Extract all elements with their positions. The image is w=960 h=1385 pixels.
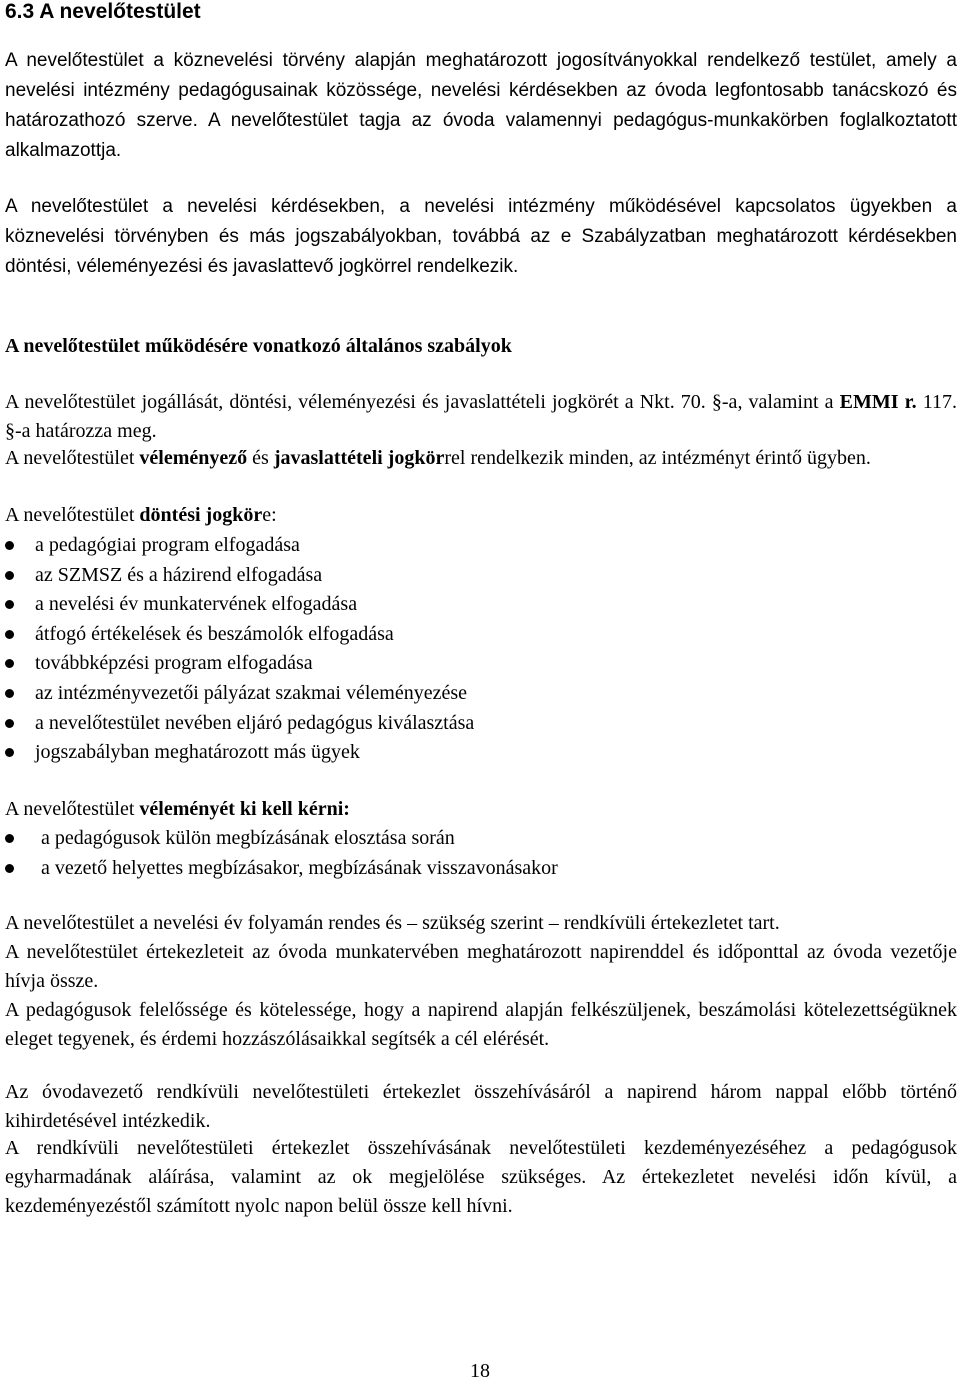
list-item	[5, 561, 957, 591]
paragraph-meeting-schedule: A nevelőtestület értekezleteit az óvoda munkatervében meghatározott napirenddel és időponttal az óvoda vezetője hívja össze.	[5, 941, 957, 992]
subheading-general-rules: A nevelőtestület működésére vonatkozó általános szabályok	[5, 335, 512, 357]
list-item-text: a nevelési év munkatervének elfogadása	[35, 593, 358, 616]
page-number: 18	[470, 1360, 490, 1382]
paragraph-opinion-required	[5, 795, 957, 824]
list-item	[5, 649, 957, 679]
text: és	[247, 447, 274, 469]
paragraph-extraordinary-meeting: Az óvodavezető rendkívüli nevelőtestületi értekezlet összehívásáról a napirend három nappal előbb történő kihirdetésével intézkedik.	[5, 1081, 957, 1132]
list-item	[5, 854, 957, 884]
list-item	[5, 590, 957, 620]
text: e:	[262, 504, 277, 526]
bullet-icon	[5, 571, 14, 580]
text: rel rendelkezik minden, az intézményt érintő ügyben.	[444, 447, 871, 469]
section-heading: 6.3 A nevelőtestület	[5, 0, 201, 23]
list-item-text: továbbképzési program elfogadása	[35, 652, 313, 675]
bullet-icon	[5, 689, 14, 698]
list-item-text: a vezető helyettes megbízásakor, megbízásának visszavonásakor	[41, 856, 558, 879]
paragraph-opinion-rights	[5, 444, 957, 473]
bullet-icon	[5, 541, 14, 550]
bullet-icon	[5, 659, 14, 668]
paragraph-responsibility: A pedagógusok felelőssége és kötelessége, hogy a napirend alapján felkészüljenek, beszámolási kötelezettségüknek eleget tegyenek, és érdemi hozzászólásaikkal segítsék a cél elérését.	[5, 999, 957, 1050]
list-item-text: a pedagógusok külön megbízásának elosztása során	[41, 827, 455, 849]
list-item-text: a pedagógiai program elfogadása	[35, 534, 300, 556]
text: A nevelőtestület jogállását, döntési, véleményezési és javaslattételi jogkörét a Nkt. 70. §-a, valamint a	[5, 391, 840, 413]
list-item	[5, 824, 957, 854]
bold-text: véleményét ki kell kérni:	[139, 798, 350, 820]
opinion-list	[5, 824, 957, 883]
list-item-text: jogszabályban meghatározott más ügyek	[35, 741, 360, 764]
paragraph-meetings: A nevelőtestület a nevelési év folyamán rendes és – szükség szerint – rendkívüli értekezletet tart.	[5, 912, 780, 934]
bold-text: EMMI r.	[839, 391, 917, 413]
paragraph-legal-status	[5, 388, 957, 446]
paragraph-decision-rights	[5, 501, 957, 530]
list-item	[5, 620, 957, 650]
paragraph-competence: A nevelőtestület a nevelési kérdésekben, a nevelési intézmény működésével kapcsolatos ügyekben a köznevelési törvényben és más jogszabályokban, továbbá az e Szabályzatban meghatározott kérdésekben döntési, véleményezési és javaslattevő jogkörrel rendelkezik.	[5, 196, 957, 277]
list-item	[5, 531, 957, 561]
list-item	[5, 679, 957, 709]
list-item-text: átfogó értékelések és beszámolók elfogadása	[35, 622, 394, 645]
bullet-icon	[5, 600, 14, 609]
bullet-icon	[5, 864, 14, 873]
bullet-icon	[5, 834, 14, 843]
list-item-text: a nevelőtestület nevében eljáró pedagógus kiválasztása	[35, 711, 475, 734]
bullet-icon	[5, 719, 14, 728]
text: A nevelőtestület	[5, 798, 140, 820]
bold-text: véleményező	[139, 447, 248, 469]
bullet-icon	[5, 630, 14, 639]
list-item-text: az SZMSZ és a házirend elfogadása	[35, 563, 323, 586]
list-item	[5, 738, 957, 768]
text: 117. §-a határozza meg.	[5, 391, 957, 442]
list-item	[5, 709, 957, 739]
text: A nevelőtestület	[5, 504, 140, 526]
bullet-icon	[5, 748, 14, 757]
decision-list	[5, 531, 957, 768]
bold-text: javaslattételi jogkör	[273, 447, 445, 469]
paragraph-initiation: A rendkívüli nevelőtestületi értekezlet összehívásának nevelőtestületi kezdeményezéséhez a pedagógusok egyharmadának aláírása, valamint az ok megjelölése szükséges. Az értekezletet nevelési időn kívül, a kezdeményezéstől számított nyolc napon belül össze kell hívni.	[5, 1137, 957, 1217]
paragraph-intro: A nevelőtestület a köznevelési törvény alapján meghatározott jogosítványokkal rendelkező testület, amely a nevelési intézmény pedagógusainak közössége, nevelési kérdésekben az óvoda legfontosabb tanácskozó és határozathozó szerve. A nevelőtestület tagja az óvoda valamennyi pedagógus-munkakörben foglalkoztatott alkalmazottja.	[5, 50, 957, 161]
bold-text: döntési jogkör	[139, 504, 263, 526]
list-item-text: az intézményvezetői pályázat szakmai véleményezése	[35, 681, 467, 704]
text: A nevelőtestület	[5, 447, 140, 469]
